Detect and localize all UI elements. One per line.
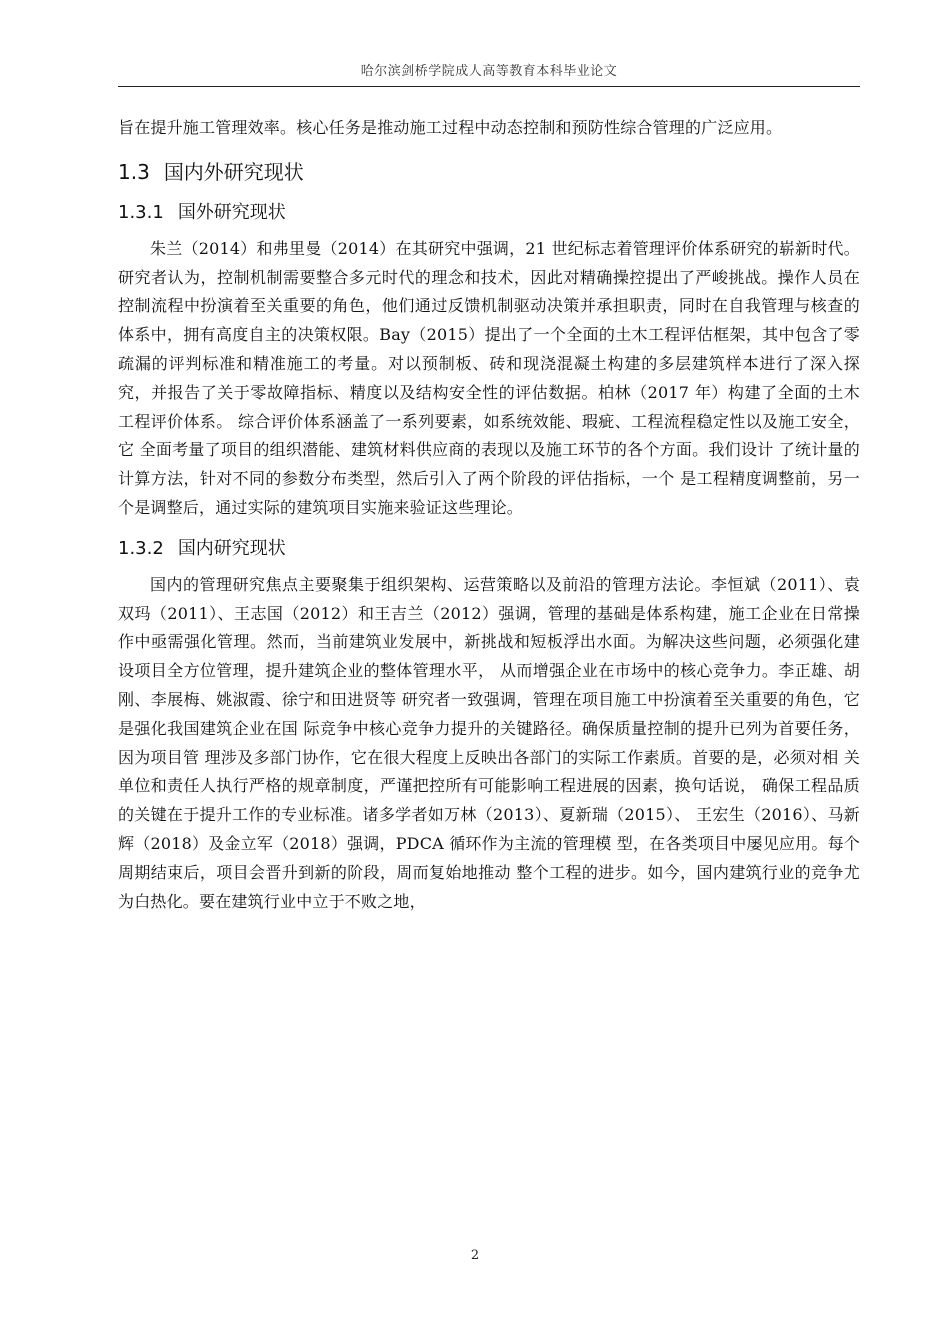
page-header: 哈尔滨剑桥学院成人高等教育本科毕业论文 xyxy=(360,64,618,79)
page-body xyxy=(118,114,860,916)
domestic-research-paragraph: 国内的管理研究焦点主要聚集于组织架构、运营策略以及前沿的管理方法论。李恒斌（2011）、袁双玛（2011）、王志国（2012）和王吉兰（2012）强调，管理的基础是体系构建，施工企业在日常操作中亟需强化管理。然而，当前建筑业发展中，新挑战和短板浮出水面。为解决这些问题，必须强化建设项目全方位管理，提升建筑企业的整体管理水平， 从而增强企业在市场中的核心竞争力。李正雄、胡刚、李展梅、姚淑霞、徐宁和田进贤等 研究者一致强调，管理在项目施工中扮演着至关重要的角色，它是强化我国建筑企业在国 际竞争中核心竞争力提升的关键路径。确保质量控制的提升已列为首要任务，因为项目管 理涉及多部门协作，它在很大程度上反映出各部门的实际工作素质。首要的是，必须对相 关单位和责任人执行严格的规章制度，严谨把控所有可能影响工程进展的因素，换句话说， 确保工程品质的关键在于提升工作的专业标准。诸多学者如万林（2013）、夏新瑞（2015）、 王宏生（2016）、马新辉（2018）及金立军（2018）强调，PDCA 循环作为主流的管理模 型，在各类项目中屡见应用。每个周期结束后，项目会晋升到新的阶段，周而复始地推动 整个工程的进步。如今，国内建筑行业的竞争尤为白热化。要在建筑行业中立于不败之地， xyxy=(118,574,860,911)
section-number: 1.3.1 xyxy=(118,201,164,223)
section-heading-1-3 xyxy=(118,157,860,187)
header-rule xyxy=(118,86,860,87)
section-title: 国内研究现状 xyxy=(177,537,286,559)
section-heading-1-3-2 xyxy=(118,535,860,563)
section-title: 国内外研究现状 xyxy=(163,159,304,184)
section-number: 1.3.2 xyxy=(118,537,164,559)
section-heading-1-3-1 xyxy=(118,199,860,227)
section-number: 1.3 xyxy=(118,159,150,184)
foreign-research-paragraph: 朱兰（2014）和弗里曼（2014）在其研究中强调，21 世纪标志着管理评价体系研究的崭新时代。研究者认为，控制机制需要整合多元时代的理念和技术，因此对精确操控提出了严峻挑战。操作人员在控制流程中扮演着至关重要的角色，他们通过反馈机制驱动决策并承担职责，同时在自我管理与核查的体系中，拥有高度自主的决策权限。Bay（2015）提出了一个全面的土木工程评估框架，其中包含了零疏漏的评判标准和精准施工的考量。对以预制板、砖和现浇混凝土构建的多层建筑样本进行了深入探究，并报告了关于零故障指标、精度以及结构安全性的评估数据。柏林（2017 年）构建了全面的土木工程评价体系。 综合评价体系涵盖了一系列要素，如系统效能、瑕疵、工程流程稳定性以及施工安全，它 全面考量了项目的组织潜能、建筑材料供应商的表现以及施工环节的各个方面。我们设计 了统计量的计算方法，针对不同的参数分布类型，然后引入了两个阶段的评估指标，一个 是工程精度调整前，另一个是调整后，通过实际的建筑项目实施来验证这些理论。 xyxy=(118,238,860,517)
intro-paragraph: 旨在提升施工管理效率。核心任务是推动施工过程中动态控制和预防性综合管理的广泛应用。 xyxy=(118,118,783,137)
section-title: 国外研究现状 xyxy=(177,201,286,223)
page-number: 2 xyxy=(470,1248,480,1263)
